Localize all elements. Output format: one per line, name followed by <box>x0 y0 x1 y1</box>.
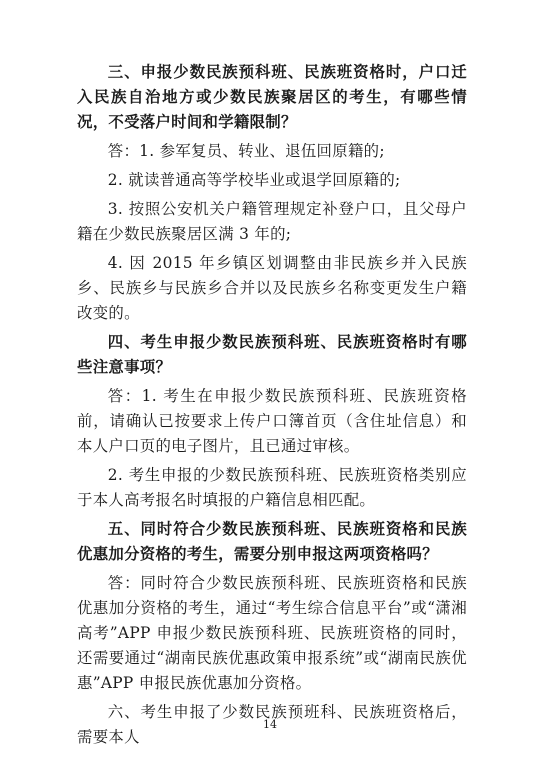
page-number: 14 <box>263 718 277 731</box>
answer-4-item-1: 答：1. 考生在申报少数民族预科班、民族班资格前，请确认已按要求上传户口簿首页（含住址信息）和本人户口页的电子图片，且已通过审核。 <box>77 387 467 455</box>
question-5: 五、同时符合少数民族预科班、民族班资格和民族优惠加分资格的考生，需要分别申报这两项资格吗？ <box>77 520 467 563</box>
document-page <box>77 60 467 750</box>
answer-3-item-4: 4. 因 2015 年乡镇区划调整由非民族乡并入民族乡、民族乡与民族乡合并以及民族乡名称变更发生户籍改变的。 <box>77 254 467 322</box>
question-3: 三、申报少数民族预科班、民族班资格时，户口迁入民族自治地方或少数民族聚居区的考生，有哪些情况，不受落户时间和学籍限制？ <box>77 63 467 131</box>
answer-4-item-2: 2. 考生申报的少数民族预科班、民族班资格类别应于本人高考报名时填报的户籍信息相匹配。 <box>77 466 467 509</box>
answer-3-item-2: 2. 就读普通高等学校毕业或退学回原籍的; <box>107 171 401 189</box>
question-4: 四、考生申报少数民族预科班、民族班资格时有哪些注意事项？ <box>77 333 467 376</box>
answer-3-item-1: 答：1. 参军复员、转业、退伍回原籍的; <box>107 142 385 160</box>
answer-3-item-3: 3. 按照公安机关户籍管理规定补登户口，且父母户籍在少数民族聚居区满 3 年的; <box>77 200 467 243</box>
answer-5: 答：同时符合少数民族预科班、民族班资格和民族优惠加分资格的考生，通过“考生综合信息平台”或“潇湘高考”APP 申报少数民族预科班、民族班资格的同时，还需要通过“湖南民族优惠政策申报系统”或“湖南民族优惠”APP 申报民族优惠加分资格。 <box>77 574 467 692</box>
question-6: 六、考生申报了少数民族预班科、民族班资格后，需要本人 <box>77 703 467 746</box>
